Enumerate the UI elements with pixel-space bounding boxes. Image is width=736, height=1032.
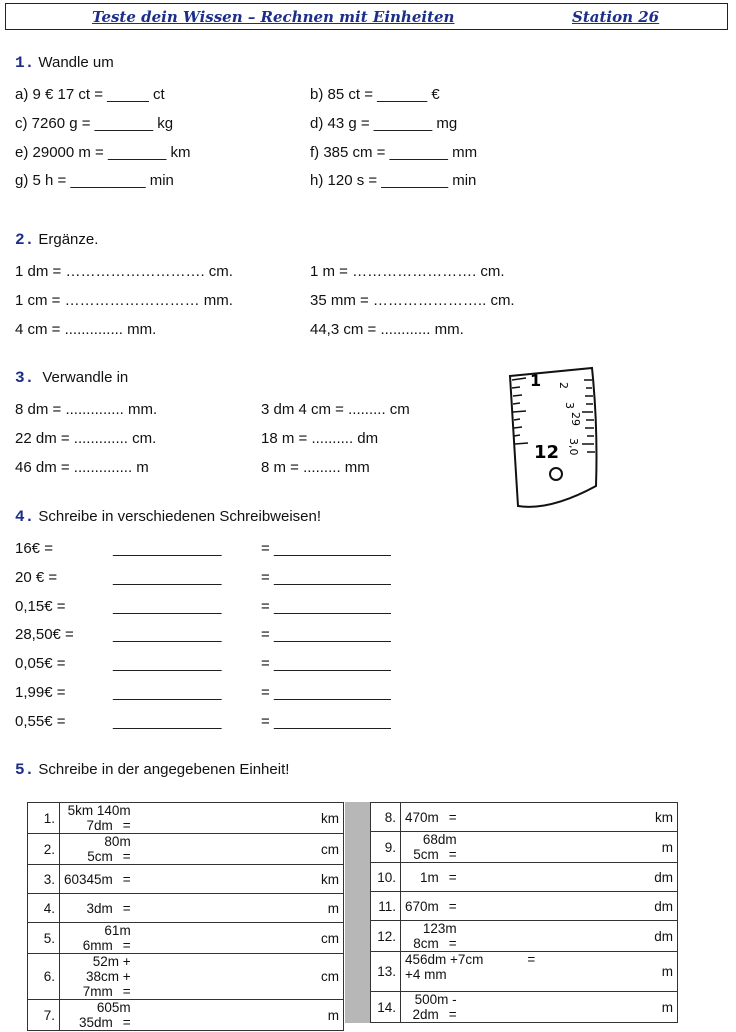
- row-number: 11.: [371, 892, 401, 921]
- exercise-item: g) 5 h = _________ min: [15, 172, 174, 189]
- row-number: 1.: [28, 803, 60, 834]
- ruler-label: 1: [530, 371, 542, 390]
- equals-sign: =: [448, 1007, 457, 1022]
- expression-text: 123m 8cm: [413, 921, 457, 951]
- equals-sign: =: [261, 597, 270, 615]
- money-amount: 0,05€ =: [15, 655, 66, 673]
- equals-sign: =: [122, 871, 131, 887]
- answer-blank[interactable]: _____________: [113, 626, 222, 644]
- target-unit: km: [251, 865, 344, 894]
- equals-sign: =: [261, 655, 270, 673]
- answer-blank[interactable]: ______________: [274, 540, 391, 557]
- section-2-heading: [15, 231, 98, 249]
- equals-sign: =: [122, 984, 131, 999]
- section-title: Ergänze.: [38, 231, 99, 248]
- exercise-item: a) 9 € 17 ct = _____ ct: [15, 86, 165, 103]
- expression-text: 5km 140m 7dm: [67, 803, 131, 833]
- equals-sign: =: [261, 684, 270, 701]
- section-5-heading: [15, 761, 289, 779]
- answer-blank[interactable]: ______________: [274, 568, 391, 586]
- expression-text: +4 mm: [405, 967, 447, 982]
- equals-sign: =: [261, 626, 270, 644]
- target-unit: dm: [567, 892, 678, 921]
- expression-text: 470m: [405, 809, 439, 825]
- equals-sign: =: [527, 952, 536, 967]
- conversion-expression: [401, 863, 567, 892]
- table-row: [28, 954, 344, 1000]
- equals-sign: =: [122, 849, 131, 864]
- answer-blank[interactable]: _____________: [113, 655, 222, 673]
- table-row: [371, 992, 678, 1023]
- equals-sign: =: [261, 712, 270, 730]
- answer-blank[interactable]: _____________: [113, 568, 222, 586]
- target-unit: km: [567, 803, 678, 832]
- row-number: 6.: [28, 954, 60, 1000]
- expression-text: 80m 5cm: [87, 834, 131, 864]
- money-amount: 16€ =: [15, 540, 53, 557]
- target-unit: m: [251, 894, 344, 923]
- table-row: [28, 894, 344, 923]
- table-row: [371, 952, 678, 992]
- exercise-item: f) 385 cm = _______ mm: [310, 144, 478, 161]
- exercise-item: c) 7260 g = _______ kg: [15, 115, 174, 132]
- row-number: 5.: [28, 923, 60, 954]
- exercise-item: b) 85 ct = ______ €: [310, 86, 440, 103]
- answer-blank[interactable]: ______________: [274, 712, 391, 730]
- exercise-item: 4 cm = .............. mm.: [15, 321, 157, 338]
- table-row: [28, 834, 344, 865]
- target-unit: m: [251, 1000, 344, 1031]
- money-amount: 28,50€ =: [15, 626, 74, 644]
- table-row: [28, 803, 344, 834]
- ruler-label: 12: [534, 442, 560, 463]
- section-number: 5.: [15, 761, 35, 779]
- conversion-expression: [401, 992, 567, 1023]
- table-row: [28, 1000, 344, 1031]
- target-unit: cm: [251, 834, 344, 865]
- money-amount: 20 € =: [15, 568, 58, 586]
- exercise-item: 44,3 cm = ............ mm.: [310, 321, 464, 338]
- exercise-item: 1 m = ……………………. cm.: [310, 263, 505, 280]
- target-unit: m: [567, 832, 678, 863]
- exercise-item: h) 120 s = ________ min: [310, 172, 477, 189]
- section-4-heading: [15, 508, 321, 526]
- answer-blank[interactable]: ______________: [274, 597, 391, 615]
- section-title: Schreibe in verschiedenen Schreibweisen!: [38, 508, 322, 525]
- row-number: 10.: [371, 863, 401, 892]
- section-number: 1.: [15, 54, 35, 72]
- exercise-item: d) 43 g = _______ mg: [310, 115, 458, 132]
- table-row: [371, 863, 678, 892]
- conversion-table-left: [27, 802, 344, 1031]
- ruler-label: 29: [569, 412, 582, 426]
- expression-text: 52m + 38cm + 7mm: [82, 954, 131, 999]
- answer-blank[interactable]: _____________: [113, 712, 222, 730]
- row-number: 13.: [371, 952, 401, 992]
- equals-sign: =: [122, 1015, 131, 1030]
- ruler-label: 3,0: [567, 438, 580, 456]
- equals-sign: =: [122, 818, 131, 833]
- conversion-expression: [60, 894, 251, 923]
- target-unit: m: [567, 952, 678, 992]
- expression-text: 68dm 5cm: [413, 832, 457, 862]
- exercise-item: 22 dm = ............. cm.: [15, 430, 157, 447]
- expression-text: 500m - 2dm: [412, 992, 457, 1022]
- table-row: [28, 865, 344, 894]
- expression-text: 670m: [405, 898, 439, 914]
- target-unit: cm: [251, 954, 344, 1000]
- equals-sign: =: [448, 809, 457, 825]
- ruler-label: 2: [557, 382, 570, 389]
- expression-text: 456dm +7cm: [405, 952, 484, 967]
- section-title: Wandle um: [38, 54, 114, 71]
- table-separator: [345, 802, 370, 1023]
- station-label: Station 26: [572, 8, 660, 26]
- table-row: [371, 921, 678, 952]
- section-number: 2.: [15, 231, 35, 249]
- conversion-expression: [60, 923, 251, 954]
- table-row: [371, 832, 678, 863]
- equals-sign: =: [448, 936, 457, 951]
- conversion-expression: [60, 1000, 251, 1031]
- expression-text: 3dm: [86, 900, 113, 916]
- conversion-expression: [60, 834, 251, 865]
- ruler-label: 3: [563, 402, 576, 409]
- section-number: 4.: [15, 508, 35, 526]
- row-number: 14.: [371, 992, 401, 1023]
- answer-blank[interactable]: ______________: [274, 655, 391, 673]
- table-row: [371, 892, 678, 921]
- target-unit: dm: [567, 921, 678, 952]
- equals-sign: =: [261, 540, 270, 557]
- equals-sign: =: [261, 568, 270, 586]
- exercise-item: 46 dm = .............. m: [15, 459, 149, 476]
- answer-blank[interactable]: ______________: [274, 626, 391, 644]
- target-unit: km: [251, 803, 344, 834]
- target-unit: cm: [251, 923, 344, 954]
- equals-sign: =: [448, 869, 457, 885]
- exercise-item: 3 dm 4 cm = ......... cm: [261, 401, 410, 418]
- conversion-expression: [401, 952, 567, 992]
- conversion-expression: [401, 803, 567, 832]
- exercise-item: 1 cm = ……………………… mm.: [15, 292, 233, 309]
- equals-sign: =: [122, 900, 131, 916]
- conversion-expression: [401, 921, 567, 952]
- section-title: Schreibe in der angegebenen Einheit!: [38, 761, 290, 778]
- exercise-item: 35 mm = ………………….. cm.: [310, 292, 515, 309]
- conversion-table-right: [370, 802, 678, 1023]
- ruler-illustration: [500, 366, 604, 516]
- section-title: Verwandle in: [42, 369, 129, 386]
- money-amount: 0,55€ =: [15, 712, 66, 730]
- section-number: 3.: [15, 369, 35, 387]
- worksheet-title: Teste dein Wissen – Rechnen mit Einheiten: [92, 8, 455, 26]
- row-number: 8.: [371, 803, 401, 832]
- conversion-expression: [60, 954, 251, 1000]
- worksheet-header: [5, 3, 728, 30]
- exercise-item: 8 dm = .............. mm.: [15, 401, 158, 418]
- answer-blank[interactable]: _____________: [113, 540, 222, 557]
- row-number: 3.: [28, 865, 60, 894]
- exercise-item: 8 m = ......... mm: [261, 459, 370, 476]
- answer-blank[interactable]: ______________: [274, 684, 391, 701]
- answer-blank[interactable]: _____________: [113, 597, 222, 615]
- equals-sign: =: [448, 847, 457, 862]
- target-unit: m: [567, 992, 678, 1023]
- target-unit: dm: [567, 863, 678, 892]
- money-amount: 1,99€ =: [15, 684, 66, 701]
- conversion-expression: [60, 803, 251, 834]
- expression-text: 605m 35dm: [79, 1000, 131, 1030]
- conversion-expression: [401, 832, 567, 863]
- expression-text: 1m: [420, 869, 439, 885]
- exercise-item: e) 29000 m = _______ km: [15, 144, 191, 161]
- table-row: [371, 803, 678, 832]
- conversion-expression: [401, 892, 567, 921]
- expression-text: 60345m: [64, 871, 113, 887]
- money-amount: 0,15€ =: [15, 597, 66, 615]
- conversion-expression: [60, 865, 251, 894]
- equals-sign: =: [448, 898, 457, 914]
- answer-blank[interactable]: _____________: [113, 684, 222, 701]
- row-number: 9.: [371, 832, 401, 863]
- row-number: 7.: [28, 1000, 60, 1031]
- row-number: 2.: [28, 834, 60, 865]
- expression-text: 61m 6mm: [82, 923, 131, 953]
- section-3-heading: [15, 369, 128, 387]
- row-number: 12.: [371, 921, 401, 952]
- section-1-heading: [15, 54, 114, 72]
- equals-sign: =: [122, 938, 131, 953]
- exercise-item: 18 m = .......... dm: [261, 430, 379, 447]
- exercise-item: 1 dm = ………………………. cm.: [15, 263, 233, 280]
- table-row: [28, 923, 344, 954]
- row-number: 4.: [28, 894, 60, 923]
